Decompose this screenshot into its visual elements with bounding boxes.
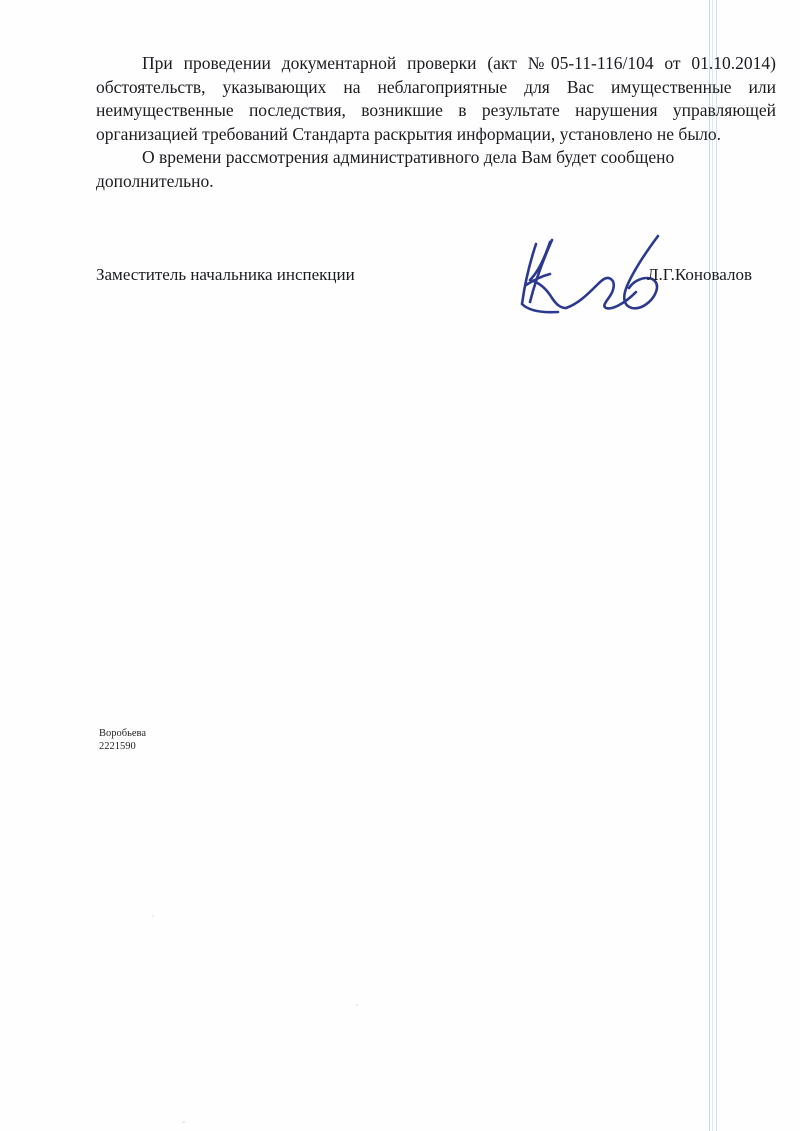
signer-title: Заместитель начальника инспекции (96, 265, 355, 284)
executor-phone: 2221590 (99, 740, 136, 752)
signer-name: Л.Г.Коновалов (646, 265, 752, 284)
scan-speck (182, 1121, 185, 1123)
scan-speck (356, 1004, 358, 1006)
signature-block (96, 265, 776, 295)
scan-speck (152, 915, 154, 917)
document-body (96, 52, 776, 193)
paragraph-1: При проведении документарной проверки (акт №05-11-116/104 от 01.10.2014) обстоятельств, указывающих на неблагоприятные для Вас имущественные или неимущественные последствия, возникшие в результате нарушения управляющей организацией требований Стандарта раскрытия информации, установлено не было. (96, 53, 776, 144)
executor-name: Воробьева (99, 728, 147, 739)
paragraph-2: О времени рассмотрения административного дела Вам будет сообщено дополнительно. (96, 147, 675, 191)
executor-block (99, 728, 146, 753)
